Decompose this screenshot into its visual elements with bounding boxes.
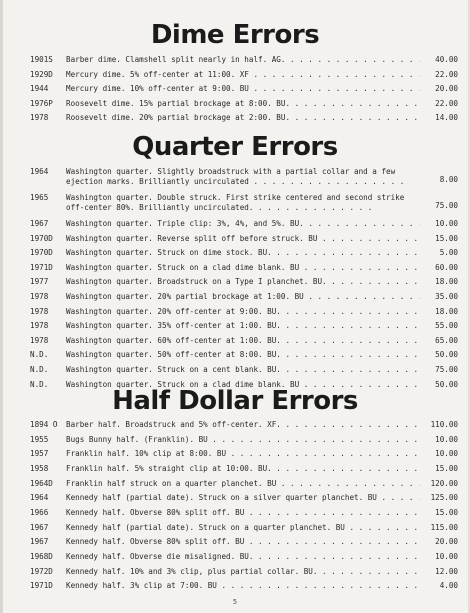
- item-date: 1970D: [30, 233, 53, 243]
- item-date: 1978: [30, 113, 49, 123]
- item-price: 22.00: [435, 98, 458, 108]
- item-date: 1978: [30, 321, 49, 331]
- list-item: [0, 261, 470, 275]
- item-price: 5.00: [439, 248, 458, 258]
- item-date: 1966: [30, 507, 49, 517]
- item-price: 20.00: [435, 84, 458, 94]
- item-price: 20.00: [435, 537, 458, 547]
- item-description: Washington quarter. Double struck. First strike centered and second strike off-center 80%. Brilliantly uncirculated. . . . . . . . . . . . . .: [66, 193, 405, 212]
- item-price: 35.00: [435, 292, 458, 301]
- item-price: 40.00: [435, 55, 458, 64]
- list-item: [0, 334, 470, 348]
- list-item: [0, 535, 470, 549]
- item-description: Franklin half. 10% clip at 8:00. BU . . .: [66, 447, 420, 461]
- list-item: [0, 579, 470, 593]
- list-item: [0, 565, 470, 579]
- list-item: [0, 191, 470, 215]
- item-date: 1929D: [30, 69, 53, 79]
- item-date: 1964D: [30, 478, 53, 488]
- item-description: Mercury dime. 5% off-center at 11:00. XF . . .: [66, 68, 420, 82]
- item-description: Barber dime. Clamshell split nearly in half. AG. . . .: [66, 53, 420, 67]
- item-date: 1958: [30, 463, 49, 473]
- list-item: [0, 217, 470, 231]
- item-price: 10.00: [435, 551, 458, 561]
- section-heading: Dime Errors: [150, 20, 320, 50]
- list-item: [0, 521, 470, 535]
- list-item: [0, 506, 470, 520]
- list-item: [0, 319, 470, 333]
- list-item: [0, 290, 470, 304]
- item-date: 1971D: [30, 262, 53, 272]
- item-date: 1944: [30, 84, 49, 94]
- item-price: 4.00: [439, 581, 458, 591]
- item-price: 18.00: [435, 277, 458, 287]
- list-item: [0, 82, 470, 96]
- item-price: 22.00: [435, 69, 458, 79]
- item-description: Washington quarter. Triple clip: 3%, 4%, and 5%. BU. . . .: [66, 217, 420, 231]
- list-item: [0, 433, 470, 447]
- list-item: [0, 53, 470, 67]
- item-date: 1971D: [30, 581, 53, 591]
- item-date: 1957: [30, 449, 49, 459]
- item-description: Mercury dime. 10% off-center at 9:00. BU . . .: [66, 82, 420, 96]
- item-date: 1978: [30, 306, 49, 316]
- item-description: Kennedy half. 10% and 3% clip, plus partial collar. BU. . . .: [66, 565, 420, 579]
- list-item: [0, 232, 470, 246]
- item-price: 15.00: [435, 463, 458, 473]
- item-description: Washington quarter. Reverse split off before struck. BU . . .: [66, 232, 420, 246]
- item-description: Franklin half struck on a quarter planchet. BU . . .: [66, 477, 420, 491]
- item-date: 1976P: [30, 98, 53, 108]
- item-price: 15.00: [435, 233, 458, 243]
- list-item: [0, 462, 470, 476]
- item-description: Washington quarter. Struck on a clad dime blank. BU . . .: [66, 378, 420, 392]
- item-date: 1965: [30, 193, 49, 202]
- list-item: [0, 305, 470, 319]
- item-description: Washington quarter. 20% partial brockage at 1:00. BU . . .: [66, 290, 420, 304]
- item-price: 110.00: [430, 420, 458, 429]
- item-date: 1978: [30, 292, 49, 301]
- item-description: Kennedy half. Obverse 80% split off. BU . . .: [66, 535, 420, 549]
- item-date: 1967: [30, 219, 49, 228]
- list-item: [0, 97, 470, 111]
- item-date: 1967: [30, 522, 49, 532]
- list-item: [0, 246, 470, 260]
- item-description: Roosevelt dime. 20% partial brockage at 2:00. BU. . . .: [66, 111, 420, 125]
- item-date: 1972D: [30, 566, 53, 576]
- list-item: [0, 447, 470, 461]
- item-price: 125.00: [430, 493, 458, 503]
- item-description: Bugs Bunny half. (Franklin). BU . . .: [66, 433, 420, 447]
- item-price: 18.00: [435, 306, 458, 316]
- item-price: 60.00: [435, 262, 458, 272]
- item-description: Franklin half. 5% straight clip at 10:00. BU. . . .: [66, 462, 420, 476]
- item-date: N.D.: [30, 379, 49, 389]
- list-item: [0, 68, 470, 82]
- section-heading: Half Dollar Errors: [112, 386, 358, 416]
- item-price: 14.00: [435, 113, 458, 123]
- list-item: [0, 363, 470, 377]
- item-description: Washington quarter. Struck on a cent blank. BU. . . .: [66, 363, 420, 377]
- item-price: 65.00: [435, 335, 458, 345]
- item-description: Kennedy half (partial date). Struck on a quarter planchet. BU . . .: [66, 521, 420, 535]
- item-date: 1964: [30, 167, 49, 176]
- item-price: 50.00: [435, 379, 458, 389]
- list-item: [0, 165, 470, 189]
- item-price: 75.00: [435, 201, 458, 210]
- section-heading: Quarter Errors: [132, 132, 338, 162]
- item-description: Kennedy half (partial date). Struck on a silver quarter planchet. BU . . .: [66, 491, 420, 505]
- item-date: 1968D: [30, 551, 53, 561]
- item-price: 15.00: [435, 507, 458, 517]
- item-description: Washington quarter. 60% off-center at 1:00. BU. . . .: [66, 334, 420, 348]
- list-item: [0, 348, 470, 362]
- item-date: 1901S: [30, 55, 53, 64]
- item-description: Washington quarter. 35% off-center at 1:00. BU. . . .: [66, 319, 420, 333]
- item-price: 50.00: [435, 350, 458, 360]
- item-description: Washington quarter. Slightly broadstruck with a partial collar and a few ejection marks. Brilliantly uncirculated . . . . . . . . . . . . . . . . .: [66, 167, 405, 186]
- list-item: [0, 418, 470, 432]
- item-description: Washington quarter. 20% off-center at 9:00. BU. . . .: [66, 305, 420, 319]
- item-description: Washington quarter. Broadstruck on a Type I planchet. BU. . . .: [66, 275, 420, 289]
- list-item: [0, 477, 470, 491]
- item-price: 120.00: [430, 478, 458, 488]
- list-item: [0, 491, 470, 505]
- item-description: Kennedy half. 3% clip at 7:00. BU . . .: [66, 579, 420, 593]
- list-item: [0, 111, 470, 125]
- item-description: Roosevelt dime. 15% partial brockage at 8:00. BU. . . .: [66, 97, 420, 111]
- item-description: Washington quarter. 50% off-center at 8:00. BU. . . .: [66, 348, 420, 362]
- item-price: 75.00: [435, 365, 458, 374]
- item-date: 1978: [30, 335, 49, 345]
- item-date: 1955: [30, 434, 49, 444]
- item-price: 10.00: [435, 219, 458, 228]
- item-description: Kennedy half. Obverse die misaligned. BU. . . .: [66, 550, 420, 564]
- item-price: 10.00: [435, 449, 458, 459]
- item-date: 1970D: [30, 248, 53, 258]
- item-description: Washington quarter. Struck on dime stock. BU. . . .: [66, 246, 420, 260]
- item-description: Washington quarter. Struck on a clad dime blank. BU . . .: [66, 261, 420, 275]
- item-description: Barber half. Broadstruck and 5% off-center. XF. . . .: [66, 418, 420, 432]
- list-item: [0, 275, 470, 289]
- item-date: 1964: [30, 493, 49, 503]
- item-date: 1894 O: [30, 420, 58, 429]
- item-price: 8.00: [439, 175, 458, 184]
- item-price: 10.00: [435, 434, 458, 444]
- item-price: 55.00: [435, 321, 458, 331]
- item-price: 12.00: [435, 566, 458, 576]
- item-date: N.D.: [30, 365, 49, 374]
- item-date: N.D.: [30, 350, 49, 360]
- list-item: [0, 550, 470, 564]
- item-date: 1967: [30, 537, 49, 547]
- item-price: 115.00: [430, 522, 458, 532]
- page-number: 5: [232, 598, 238, 606]
- item-description: Kennedy half. Obverse 80% split off. BU . . .: [66, 506, 420, 520]
- item-date: 1977: [30, 277, 49, 287]
